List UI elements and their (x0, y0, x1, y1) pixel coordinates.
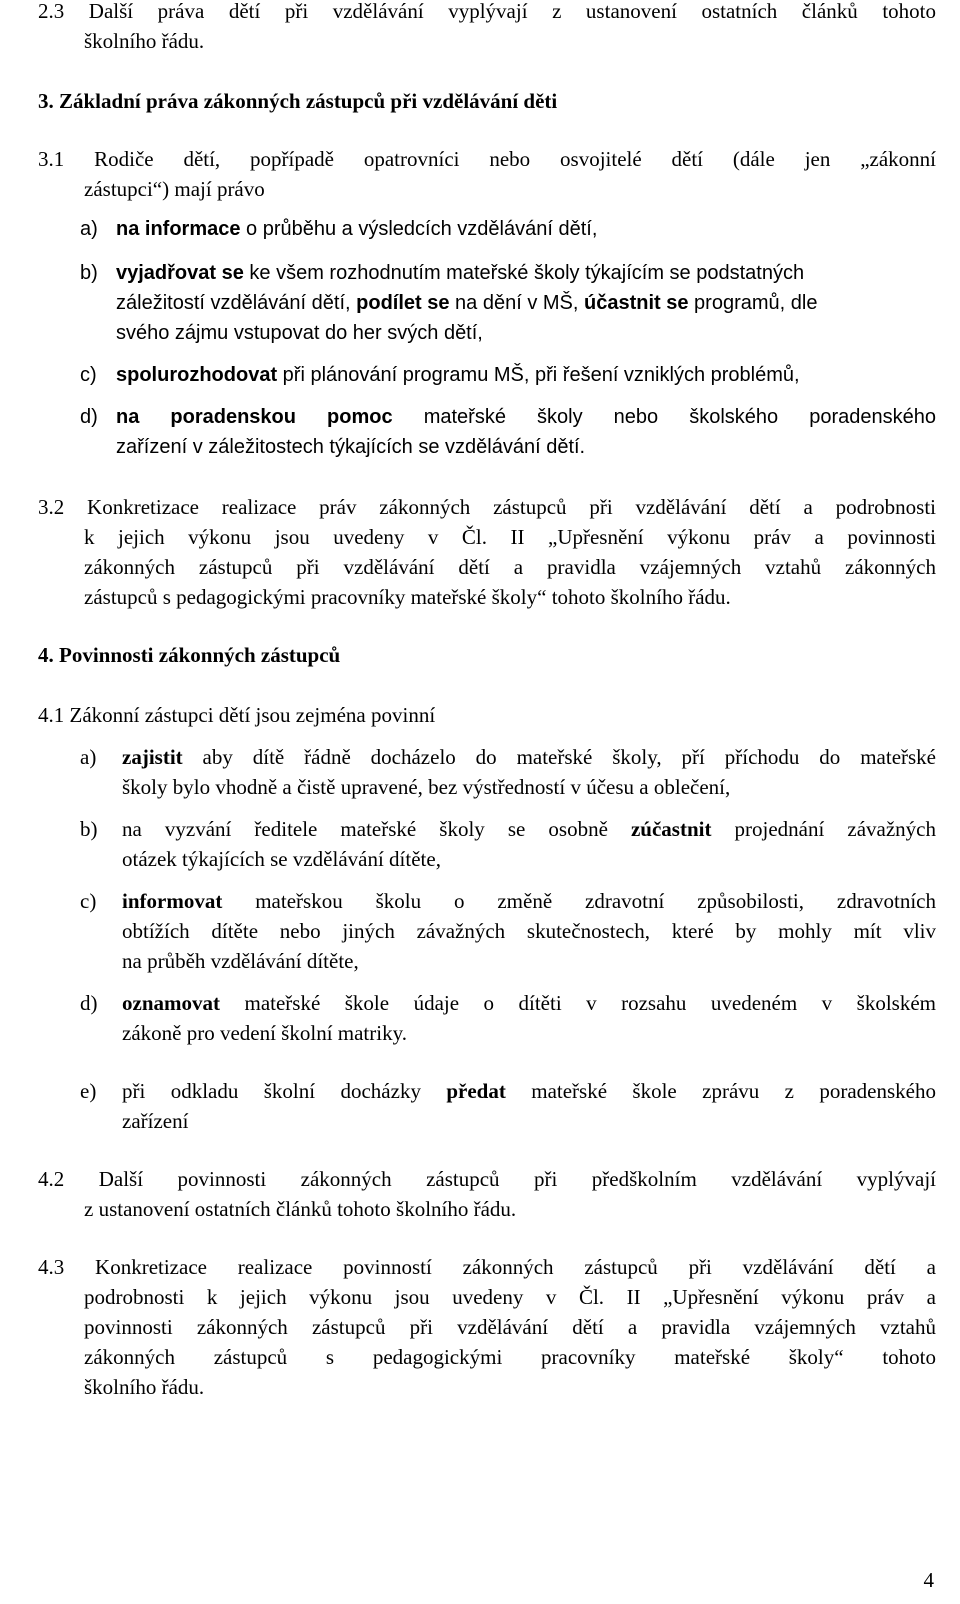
paragraph-2-3-line-2: školního řádu. (84, 29, 205, 53)
list-label: b) (80, 817, 98, 841)
list-label: e) (80, 1079, 97, 1103)
paragraph-4-3-line-1: 4.3 Konkretizace realizace povinností zákonných zástupců při vzdělávání dětí a (38, 1255, 936, 1279)
list-item-4-1-b-line-2: otázek týkajících se vzdělávání dítěte, (122, 847, 441, 871)
list-item-4-1-a-line-2: školy bylo vhodně a čistě upravené, bez výstředností v účesu a oblečení, (122, 775, 731, 799)
section-3-heading: 3. Základní práva zákonných zástupců při vzdělávání děti (38, 89, 558, 113)
emphasis: zajistit (122, 745, 183, 769)
paragraph-4-2-line-2: z ustanovení ostatních článků tohoto školního řádu. (84, 1197, 517, 1221)
list-item-4-1-c-line-2: obtížích dítěte nebo jiných závažných skutečnostech, které by mohly mít vliv (122, 919, 936, 943)
paragraph-3-1-line-2: zástupci“) mají právo (84, 177, 265, 201)
list-label: d) (80, 991, 98, 1015)
list-label: c) (80, 889, 97, 913)
list-label: a) (80, 745, 97, 769)
paragraph-3-2-line-2: k jejich výkonu jsou uvedeny v Čl. II „Upřesnění výkonu práv a povinnosti (84, 525, 936, 549)
paragraph-3-2-line-1: 3.2 Konkretizace realizace práv zákonných zástupců při vzdělávání dětí a podrobnosti (38, 495, 936, 519)
list-item-3-1-b-line-3: svého zájmu vstupovat do her svých dětí, (116, 322, 483, 344)
emphasis: vyjadřovat se (116, 262, 244, 284)
paragraph-4-3-line-3: povinnosti zákonných zástupců při vzdělávání dětí a pravidla vzájemných vztahů (84, 1315, 936, 1339)
paragraph-3-2-line-3: zákonných zástupců při vzdělávání dětí a pravidla vzájemných vztahů zákonných (84, 555, 936, 579)
paragraph-4-3-line-2: podrobnosti k jejich výkonu jsou uvedeny v Čl. II „Upřesnění výkonu práv a (84, 1285, 936, 1309)
emphasis: na poradenskou pomoc (116, 406, 393, 428)
list-label: b) (80, 262, 98, 284)
emphasis: informovat (122, 889, 223, 913)
emphasis: spolurozhodovat (116, 364, 278, 386)
list-label: d) (80, 406, 98, 428)
list-label: c) (80, 364, 97, 386)
paragraph-3-2-line-4: zástupců s pedagogickými pracovníky mateřské školy“ tohoto školního řádu. (84, 585, 731, 609)
list-label: a) (80, 218, 98, 240)
emphasis: zúčastnit (630, 817, 712, 841)
page-number: 4 (923, 1568, 934, 1592)
document-page: 2.3 Další práva dětí při vzdělávání vyplývají z ustanovení ostatních článků tohoto školního řádu. 3. Základní práva zákonných zástupců při vzdělávání děti 3.1 Rodiče dětí, popřípadě opatrovníci nebo osvojitelé dětí (dále jen „zákonní zástupci“) mají právo a) na informace o průběhu a výsledcích vzdělávání dětí, b) vyjadřovat se ke všem rozhodnutím mateřské školy týkajícím se podstatných záležitostí vzdělávání dětí, podílet se na dění v MŠ, účastnit se programů, dle svého zájmu vstupovat do her svých dětí, c) spolurozhodovat při plánování programu MŠ, při řešení vzniklých problémů, d) na poradenskou pomoc mateřské školy nebo školského poradenského zařízení v záležitostech týkajících se vzdělávání dětí. 3.2 Konkretizace realizace práv zákonných zástupců při vzdělávání dětí a podrobnosti k jejich výkonu jsou uvedeny v Čl. II „Upřesnění výkonu práv a povinnosti zákonných zástupců při vzdělávání dětí a pravidla vzájemných vztahů zákonných zástupců s pedagogickými pracovníky mateřské školy“ tohoto školního řádu. 4. Povinnosti zákonných zástupců 4.1 Zákonní zástupci dětí jsou zejména povinní a) zajistit aby dítě řádně docházelo do mateřské školy, pří příchodu do mateřské školy bylo vhodně a čistě upravené, bez výstředností v účesu a oblečení, b) na vyzvání ředitele mateřské školy se osobně zúčastnit projednání závažných otázek týkajících se vzdělávání dítěte, c) informovat mateřskou školu o změně zdravotní způsobilosti, zdravotních obtížích dítěte nebo jiných závažných skutečnostech, které by mohly mít vliv na průběh vzdělávání dítěte, d) oznamovat mateřské škole údaje o dítěti v rozsahu uvedeném v školském zákoně pro vedení školní matriky. e) při odkladu školní docházky předat mateřské škole zprávu z poradenského zařízení 4.2 Další povinnosti zákonných zástupců při předškolním vzdělávání vyplývají z ustanovení ostatních článků tohoto školního řádu. 4.3 Konkretizace realizace povinností zákonných zástupců při vzdělávání dětí a podrobnosti k jejich výkonu jsou uvedeny v Čl. II „Upřesnění výkonu práv a povinnosti zákonných zástupců při vzdělávání dětí a pravidla vzájemných vztahů zákonných zástupců s pedagogickými pracovníky mateřské školy“ tohoto školního řádu. 4 (0, 0, 960, 1604)
list-item-4-1-c-line-3: na průběh vzdělávání dítěte, (122, 949, 359, 973)
paragraph-4-2-line-1: 4.2 Další povinnosti zákonných zástupců při předškolním vzdělávání vyplývají (38, 1167, 936, 1191)
list-item-3-1-d-line-2: zařízení v záležitostech týkajících se vzdělávání dětí. (116, 436, 586, 458)
paragraph-4-3-line-5: školního řádu. (84, 1375, 205, 1399)
emphasis: oznamovat (122, 991, 220, 1015)
list-item-4-1-d-line-2: zákoně pro vedení školní matriky. (122, 1021, 407, 1045)
emphasis: na informace (116, 218, 241, 240)
section-4-heading: 4. Povinnosti zákonných zástupců (38, 643, 341, 667)
list-item-3-1-b-line-2: záležitostí vzdělávání dětí, podílet se na dění v MŠ, účastnit se programů, dle (116, 292, 818, 314)
emphasis: předat (446, 1079, 506, 1103)
paragraph-2-3-line-1: 2.3 Další práva dětí při vzdělávání vyplývají z ustanovení ostatních článků tohoto (38, 0, 936, 23)
list-item-4-1-e-line-2: zařízení (122, 1109, 189, 1133)
paragraph-4-1-line-1: 4.1 Zákonní zástupci dětí jsou zejména povinní (38, 703, 436, 727)
paragraph-3-1-line-1: 3.1 Rodiče dětí, popřípadě opatrovníci nebo osvojitelé dětí (dále jen „zákonní (38, 147, 936, 171)
paragraph-4-3-line-4: zákonných zástupců s pedagogickými pracovníky mateřské školy“ tohoto (84, 1345, 936, 1369)
